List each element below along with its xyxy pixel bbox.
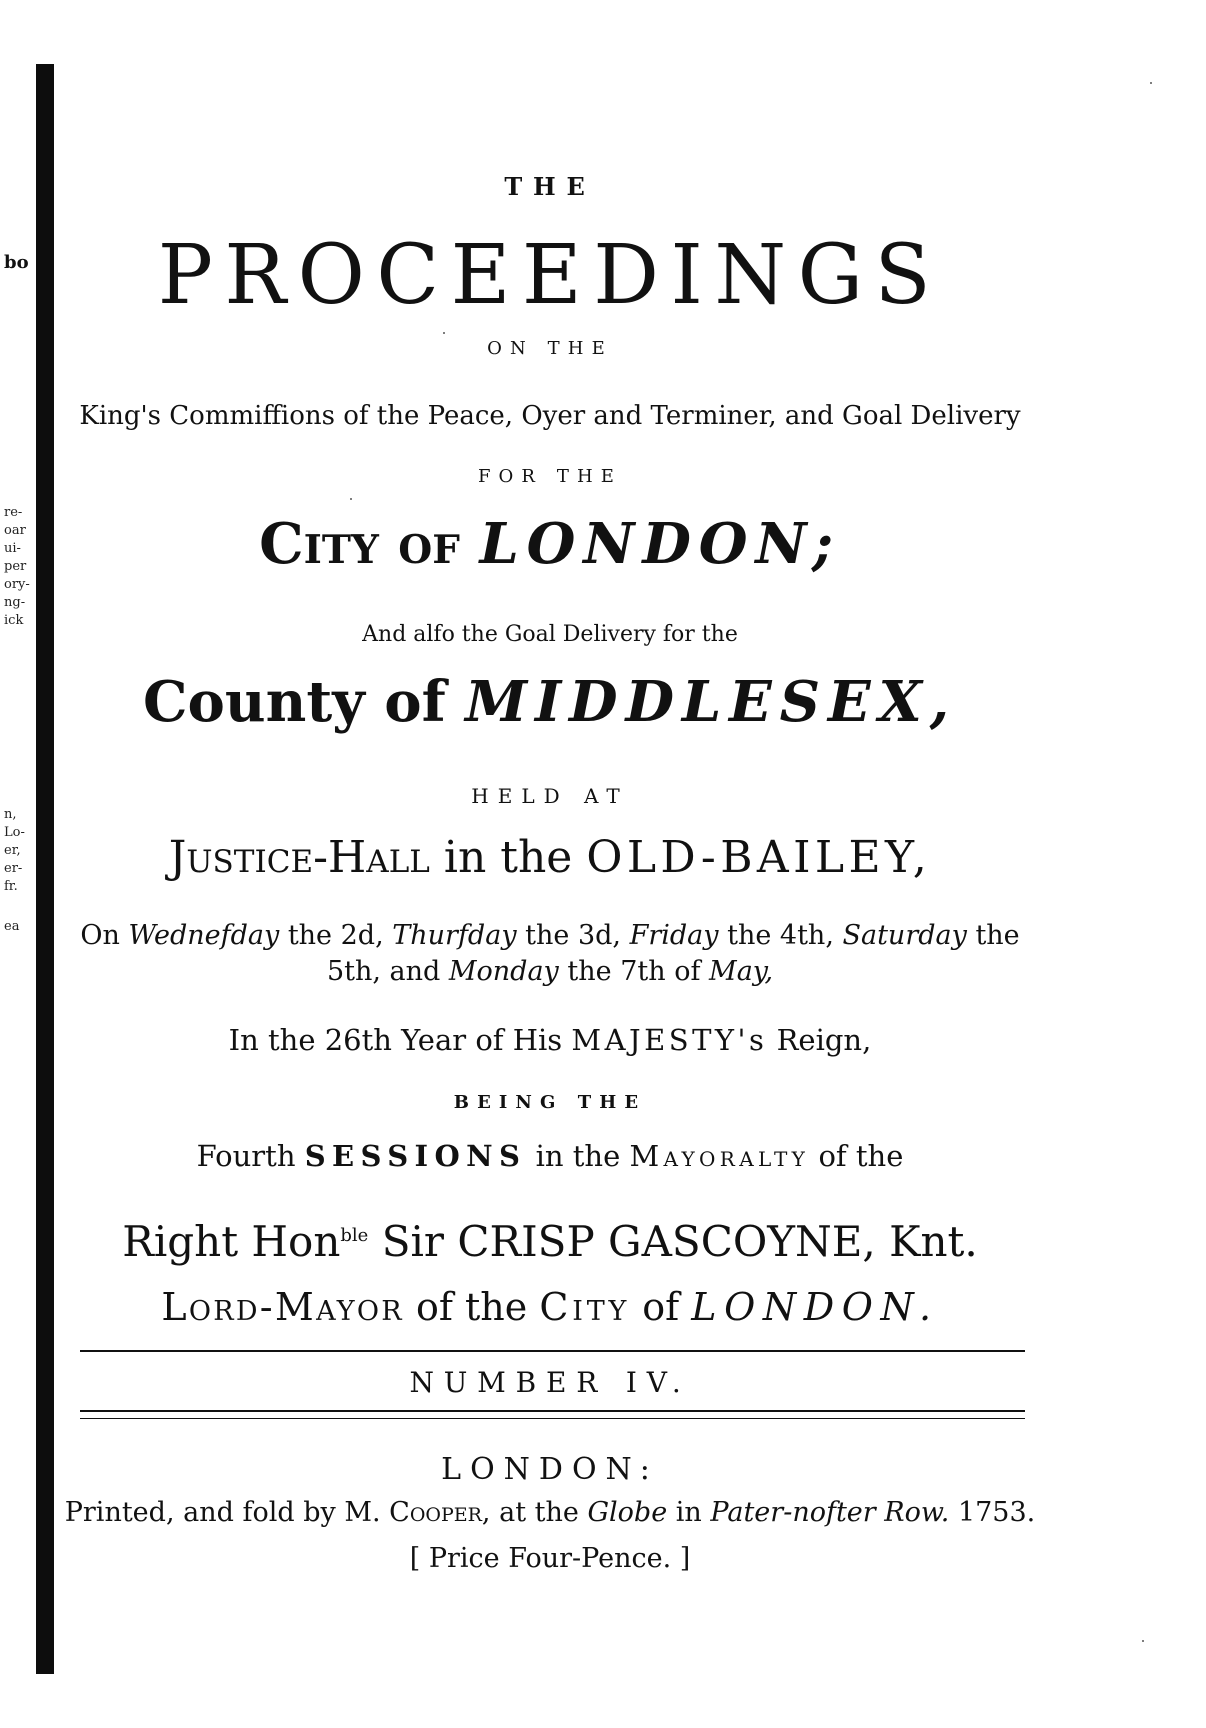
for-the: FOR THE — [477, 466, 623, 487]
dates-line-1 — [60, 918, 1040, 954]
margin-fragment: er, — [4, 843, 21, 858]
justice-hall: Justice-Hall — [168, 832, 430, 883]
printer-name: Cooper, — [389, 1497, 491, 1528]
pater-noster-row: Pater-nofter Row. — [710, 1497, 950, 1528]
justice-hall-line — [60, 828, 1040, 888]
title-proceedings: PROCEEDINGS — [157, 228, 943, 323]
sessions-line — [60, 1136, 1040, 1176]
rule-double-2 — [80, 1418, 1025, 1419]
city-prefix: City of — [259, 511, 460, 577]
margin-fragment: er- — [4, 861, 23, 876]
being-the: BEING THE — [453, 1092, 647, 1113]
county-of-middlesex — [60, 666, 1040, 738]
in-the: in the — [443, 832, 573, 883]
county-name: MIDDLESEX, — [465, 669, 958, 735]
lord-mayor: Lord-Mayor — [161, 1285, 404, 1329]
sessions: SESSIONS — [304, 1139, 527, 1173]
also-goal-delivery: And alfo the Goal Delivery for the — [362, 622, 738, 647]
in: in — [675, 1497, 702, 1528]
city-of-london — [60, 508, 1040, 580]
speck — [1150, 82, 1152, 84]
margin-fragment: ui- — [4, 541, 21, 556]
margin-fragment: oar — [4, 523, 26, 538]
on-the: ON THE — [487, 338, 613, 359]
title-the: THE — [504, 172, 596, 201]
rule-double-1 — [80, 1410, 1025, 1412]
date-seg: On — [80, 920, 129, 951]
of: of — [642, 1285, 680, 1329]
of-the: of the — [818, 1139, 904, 1173]
margin-fragment: ory- — [4, 577, 30, 592]
mayor-name: Sir CRISP GASCOYNE, Knt. — [381, 1217, 978, 1266]
reign-suffix: Reign, — [776, 1023, 872, 1057]
month-may: May, — [709, 956, 774, 987]
date-seg: the — [966, 920, 1020, 951]
mayoralty: Mayoralty — [629, 1139, 810, 1173]
city: City — [539, 1285, 631, 1329]
globe: Globe — [587, 1497, 668, 1528]
binding-edge — [36, 64, 54, 1674]
margin-fragment: per — [4, 559, 27, 574]
day-thursday: Thurfday — [392, 920, 517, 951]
day-saturday: Saturday — [842, 920, 967, 951]
imprint-year: 1753. — [957, 1497, 1036, 1528]
margin-fragments-upper — [4, 504, 36, 630]
day-monday: Monday — [448, 956, 559, 987]
date-seg: the 3d, — [516, 920, 630, 951]
in-the: in the — [535, 1139, 621, 1173]
city-name: LONDON; — [479, 511, 841, 577]
right-hon: Right Hon — [122, 1217, 341, 1266]
speck — [1142, 1640, 1144, 1642]
ble: ble — [340, 1225, 369, 1246]
speck — [443, 332, 445, 334]
reign-line — [60, 1020, 1040, 1060]
fourth: Fourth — [196, 1139, 296, 1173]
margin-fragment: fr. — [4, 879, 18, 894]
day-friday: Friday — [629, 920, 719, 951]
rule-top — [80, 1350, 1025, 1352]
margin-fragments-lower — [4, 806, 36, 936]
london: LONDON. — [691, 1285, 939, 1329]
margin-fragment: Lo- — [4, 825, 25, 840]
date-seg: 5th, and — [326, 956, 449, 987]
number-iv: NUMBER IV. — [409, 1366, 691, 1399]
price: [ Price Four-Pence. ] — [409, 1543, 691, 1574]
imprint-london: LONDON: — [441, 1452, 659, 1487]
county-prefix: County of — [142, 669, 446, 735]
date-seg: the 7th of — [558, 956, 710, 987]
margin-fragment: n, — [4, 807, 17, 822]
lord-mayor-line — [60, 1282, 1040, 1332]
old-bailey: OLD-BAILEY, — [586, 832, 932, 883]
margin-fragment: re- — [4, 505, 23, 520]
mayor-line — [60, 1208, 1040, 1270]
reign-prefix: In the 26th Year of His — [228, 1023, 563, 1057]
commissions-line: King's Commiffions of the Peace, Oyer and Terminer, and Goal Delivery — [79, 401, 1021, 431]
margin-fragment: ng- — [4, 595, 26, 610]
dates-line-2 — [60, 954, 1040, 990]
date-seg: the 4th, — [718, 920, 843, 951]
margin-fragment: ick — [4, 613, 24, 628]
at-the: at the — [499, 1497, 579, 1528]
day-wednesday: Wednefday — [128, 920, 280, 951]
date-seg: the 2d, — [279, 920, 393, 951]
margin-fragment: ea — [4, 919, 20, 934]
printed-prefix: Printed, and fold by M. — [64, 1497, 381, 1528]
imprint-line — [60, 1494, 1040, 1532]
margin-ornament: bo — [4, 252, 29, 273]
held-at: HELD AT — [471, 784, 629, 808]
of-the: of the — [416, 1285, 528, 1329]
majesty: MAJESTY's — [571, 1023, 768, 1057]
speck — [350, 498, 352, 500]
